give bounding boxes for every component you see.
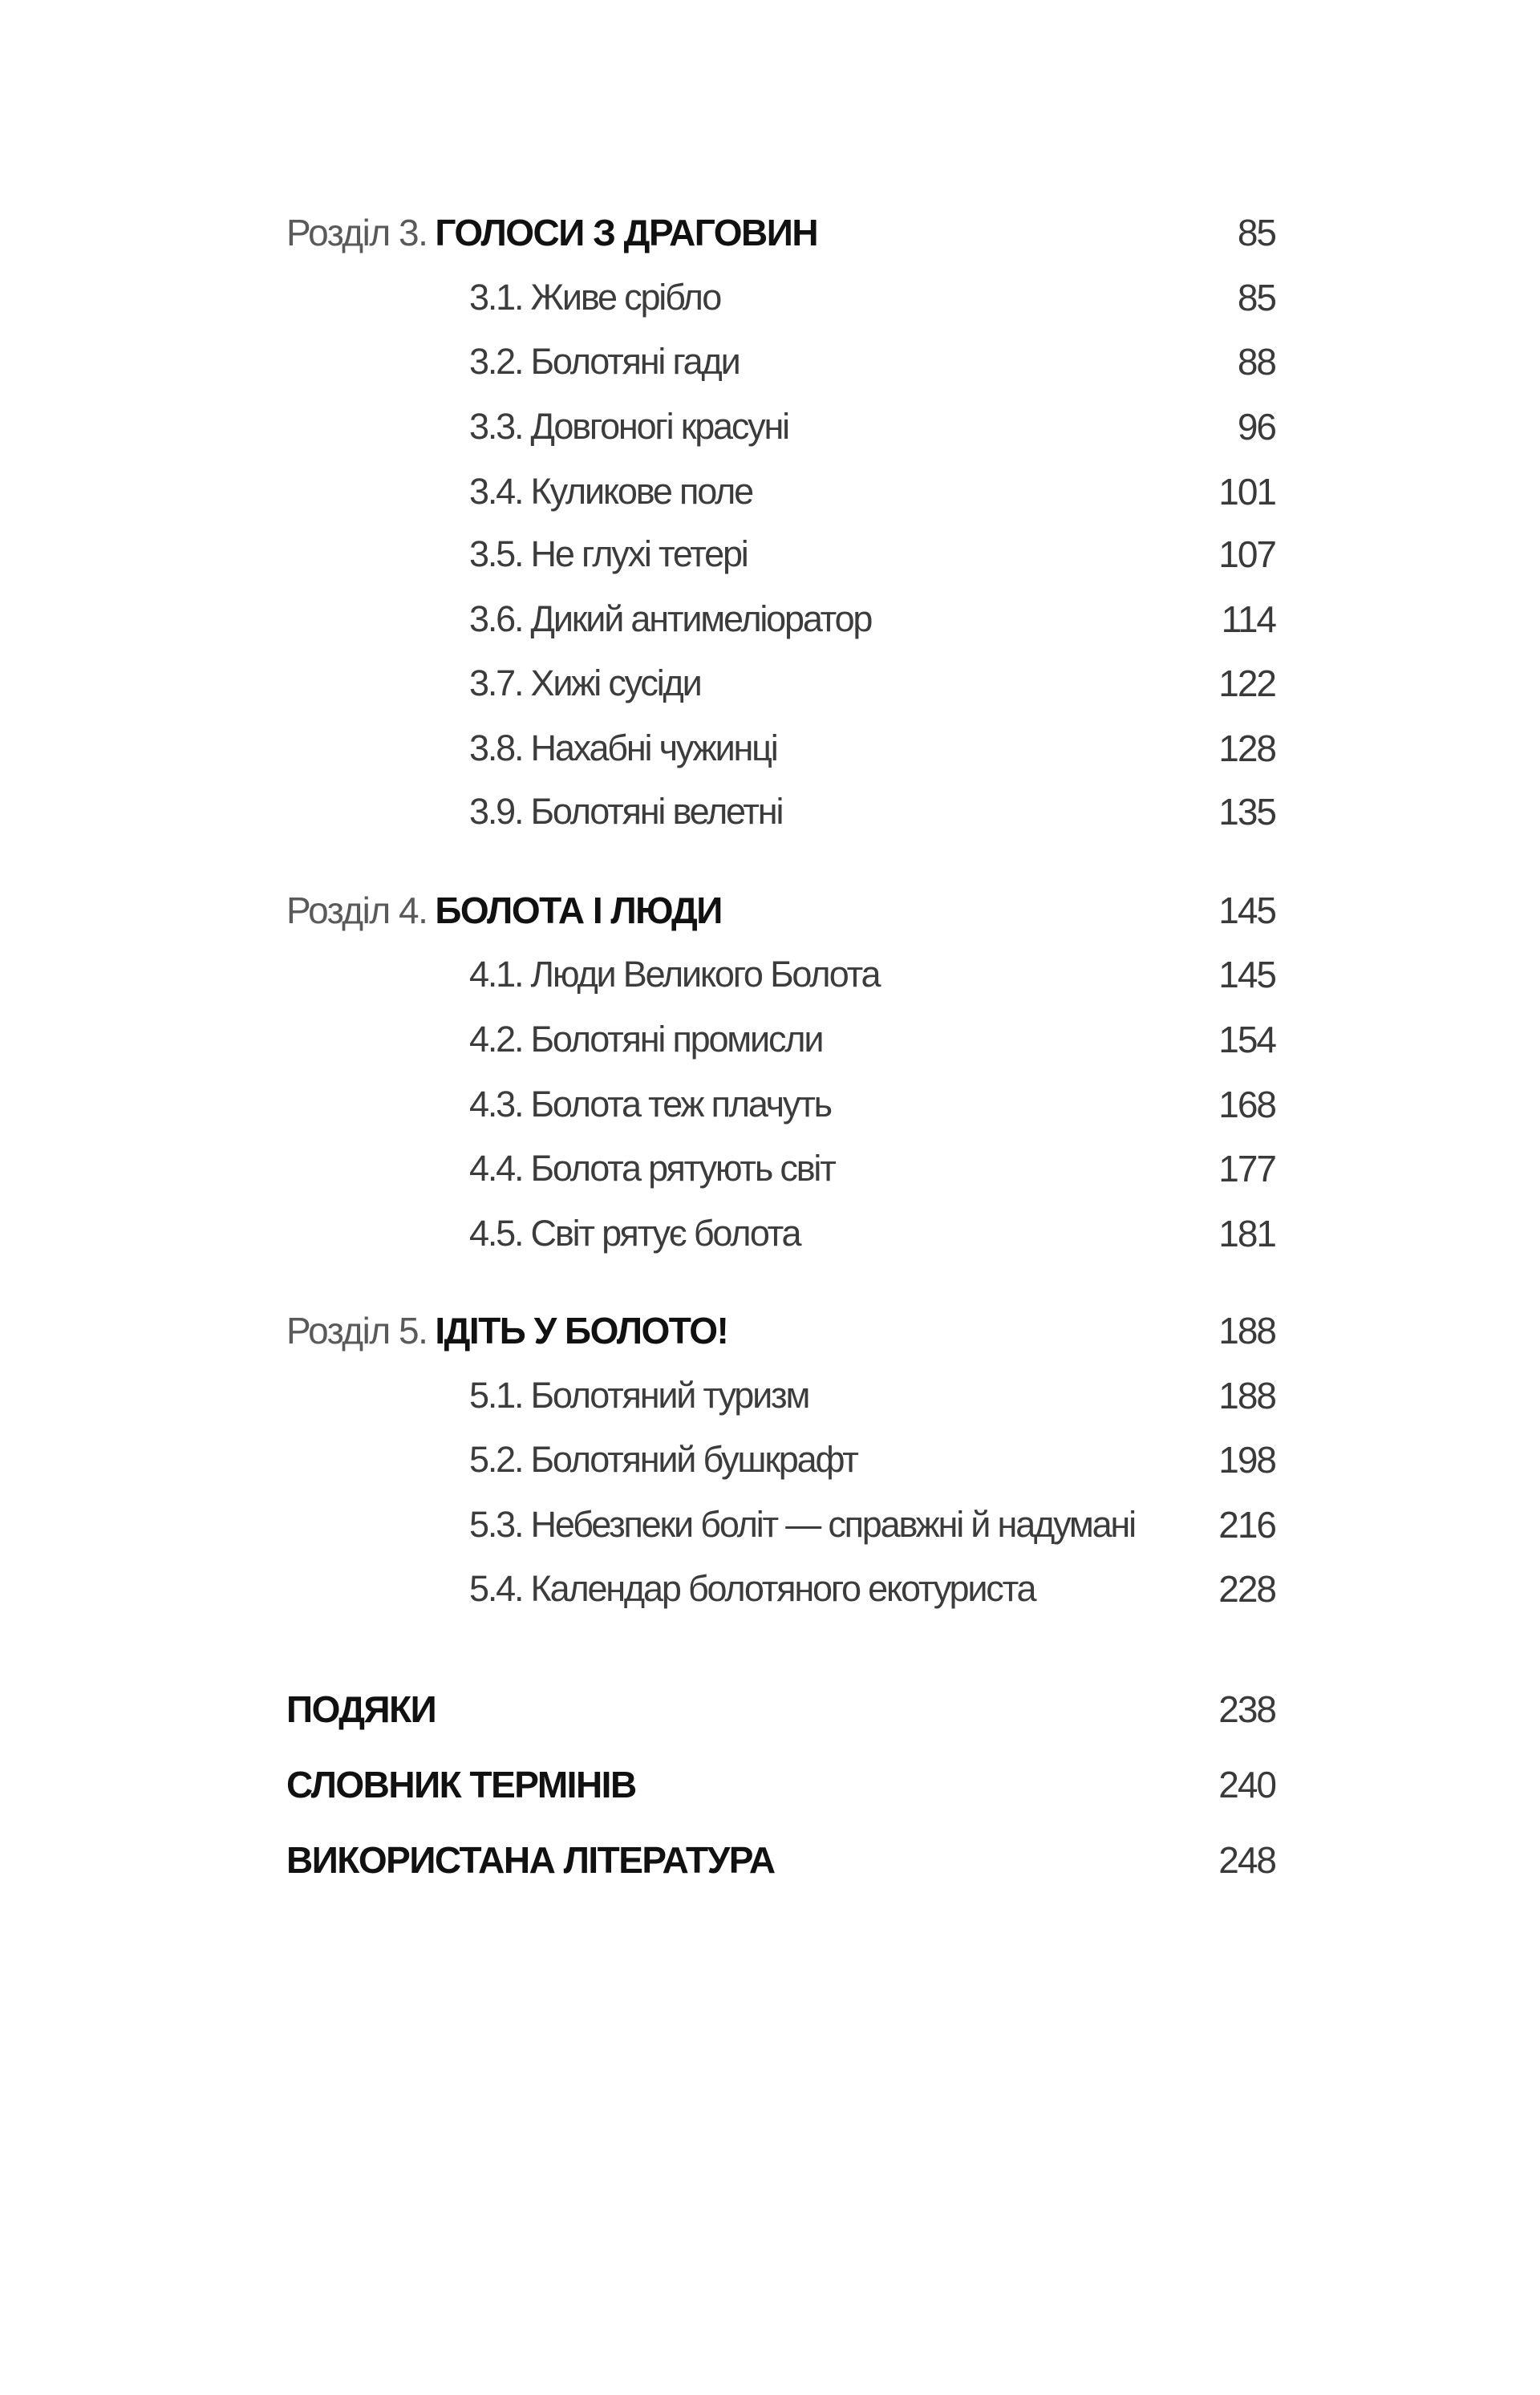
toc-section[interactable]: [469, 530, 1275, 578]
toc-section[interactable]: [469, 1145, 1275, 1193]
page-number: 248: [1218, 1839, 1275, 1881]
section-title: 3.3. Довгоногі красуні: [469, 406, 788, 447]
back-matter-title: ПОДЯКИ: [286, 1688, 436, 1730]
page-number: 85: [1237, 212, 1275, 253]
toc-section[interactable]: [469, 1210, 1275, 1258]
page-number: 181: [1218, 1213, 1275, 1254]
page-number: 96: [1237, 406, 1275, 448]
section-title: 3.9. Болотяні велетні: [469, 791, 783, 832]
page-number: 128: [1218, 727, 1275, 769]
page-number: 145: [1218, 890, 1275, 931]
section-title: 4.3. Болота теж плачуть: [469, 1084, 831, 1125]
toc-chapter-3[interactable]: [286, 209, 1275, 257]
section-title: 3.2. Болотяні гади: [469, 341, 740, 382]
toc-section[interactable]: [469, 724, 1275, 772]
section-title: 4.1. Люди Великого Болота: [469, 954, 880, 995]
page-number: 101: [1218, 471, 1275, 513]
section-title: 3.7. Хижі сусіди: [469, 663, 701, 703]
section-title: 4.4. Болота рятують світ: [469, 1148, 835, 1189]
page-number: 216: [1218, 1504, 1275, 1546]
toc-chapter-4[interactable]: [286, 886, 1275, 934]
section-title: 5.4. Календар болотяного екотуриста: [469, 1568, 1035, 1609]
back-matter-title: СЛОВНИК ТЕРМІНІВ: [286, 1764, 636, 1805]
section-title: 3.6. Дикий антимеліоратор: [469, 598, 872, 639]
page-number: 198: [1218, 1439, 1275, 1481]
toc-section[interactable]: [469, 1565, 1275, 1613]
section-title: 5.3. Небезпеки боліт — справжні й надумані: [469, 1504, 1135, 1545]
toc-acknowledgements[interactable]: [286, 1685, 1275, 1733]
toc-section[interactable]: [469, 595, 1275, 643]
page-number: 107: [1218, 533, 1275, 575]
page-number: 122: [1218, 663, 1275, 704]
page-number: 154: [1218, 1019, 1275, 1060]
page-number: 135: [1218, 791, 1275, 833]
toc-section[interactable]: [469, 659, 1275, 707]
toc-section[interactable]: [469, 338, 1275, 386]
toc-section[interactable]: [469, 1372, 1275, 1420]
section-title: 3.1. Живе срібло: [469, 277, 721, 318]
chapter-prefix: Розділ 5.: [286, 1310, 428, 1351]
toc-section[interactable]: [469, 403, 1275, 451]
chapter-title: ГОЛОСИ З ДРАГОВИН: [435, 212, 818, 253]
toc-section[interactable]: [469, 274, 1275, 322]
section-title: 3.5. Не глухі тетері: [469, 533, 748, 574]
section-title: 3.4. Куликове поле: [469, 471, 752, 512]
section-title: 5.1. Болотяний туризм: [469, 1375, 809, 1416]
toc-bibliography[interactable]: [286, 1836, 1275, 1884]
section-title: 3.8. Нахабні чужинці: [469, 727, 777, 768]
page-number: 228: [1218, 1568, 1275, 1610]
toc-section[interactable]: [469, 950, 1275, 999]
toc-section[interactable]: [469, 1501, 1275, 1549]
section-title: 4.5. Світ рятує болота: [469, 1213, 800, 1254]
page-number: 177: [1218, 1148, 1275, 1189]
toc-section[interactable]: [469, 788, 1275, 836]
toc-section[interactable]: [469, 1015, 1275, 1064]
page-number: 240: [1218, 1764, 1275, 1805]
page-number: 238: [1218, 1688, 1275, 1730]
page-number: 188: [1218, 1375, 1275, 1416]
chapter-title: ІДІТЬ У БОЛОТО!: [435, 1310, 728, 1351]
chapter-title: БОЛОТА І ЛЮДИ: [435, 890, 722, 931]
page-number: 85: [1237, 277, 1275, 318]
page-number: 168: [1218, 1084, 1275, 1125]
toc-chapter-5[interactable]: [286, 1307, 1275, 1355]
chapter-prefix: Розділ 3.: [286, 212, 428, 253]
toc-glossary[interactable]: [286, 1761, 1275, 1809]
back-matter-title: ВИКОРИСТАНА ЛІТЕРАТУРА: [286, 1839, 775, 1881]
toc-section[interactable]: [469, 1080, 1275, 1129]
chapter-prefix: Розділ 4.: [286, 890, 428, 931]
section-title: 4.2. Болотяні промисли: [469, 1019, 823, 1060]
toc-section[interactable]: [469, 468, 1275, 516]
page-number: 114: [1221, 598, 1275, 640]
page-number: 188: [1218, 1310, 1275, 1351]
page-number: 145: [1218, 954, 1275, 995]
section-title: 5.2. Болотяний бушкрафт: [469, 1439, 857, 1480]
toc-section[interactable]: [469, 1436, 1275, 1484]
page-number: 88: [1237, 341, 1275, 383]
